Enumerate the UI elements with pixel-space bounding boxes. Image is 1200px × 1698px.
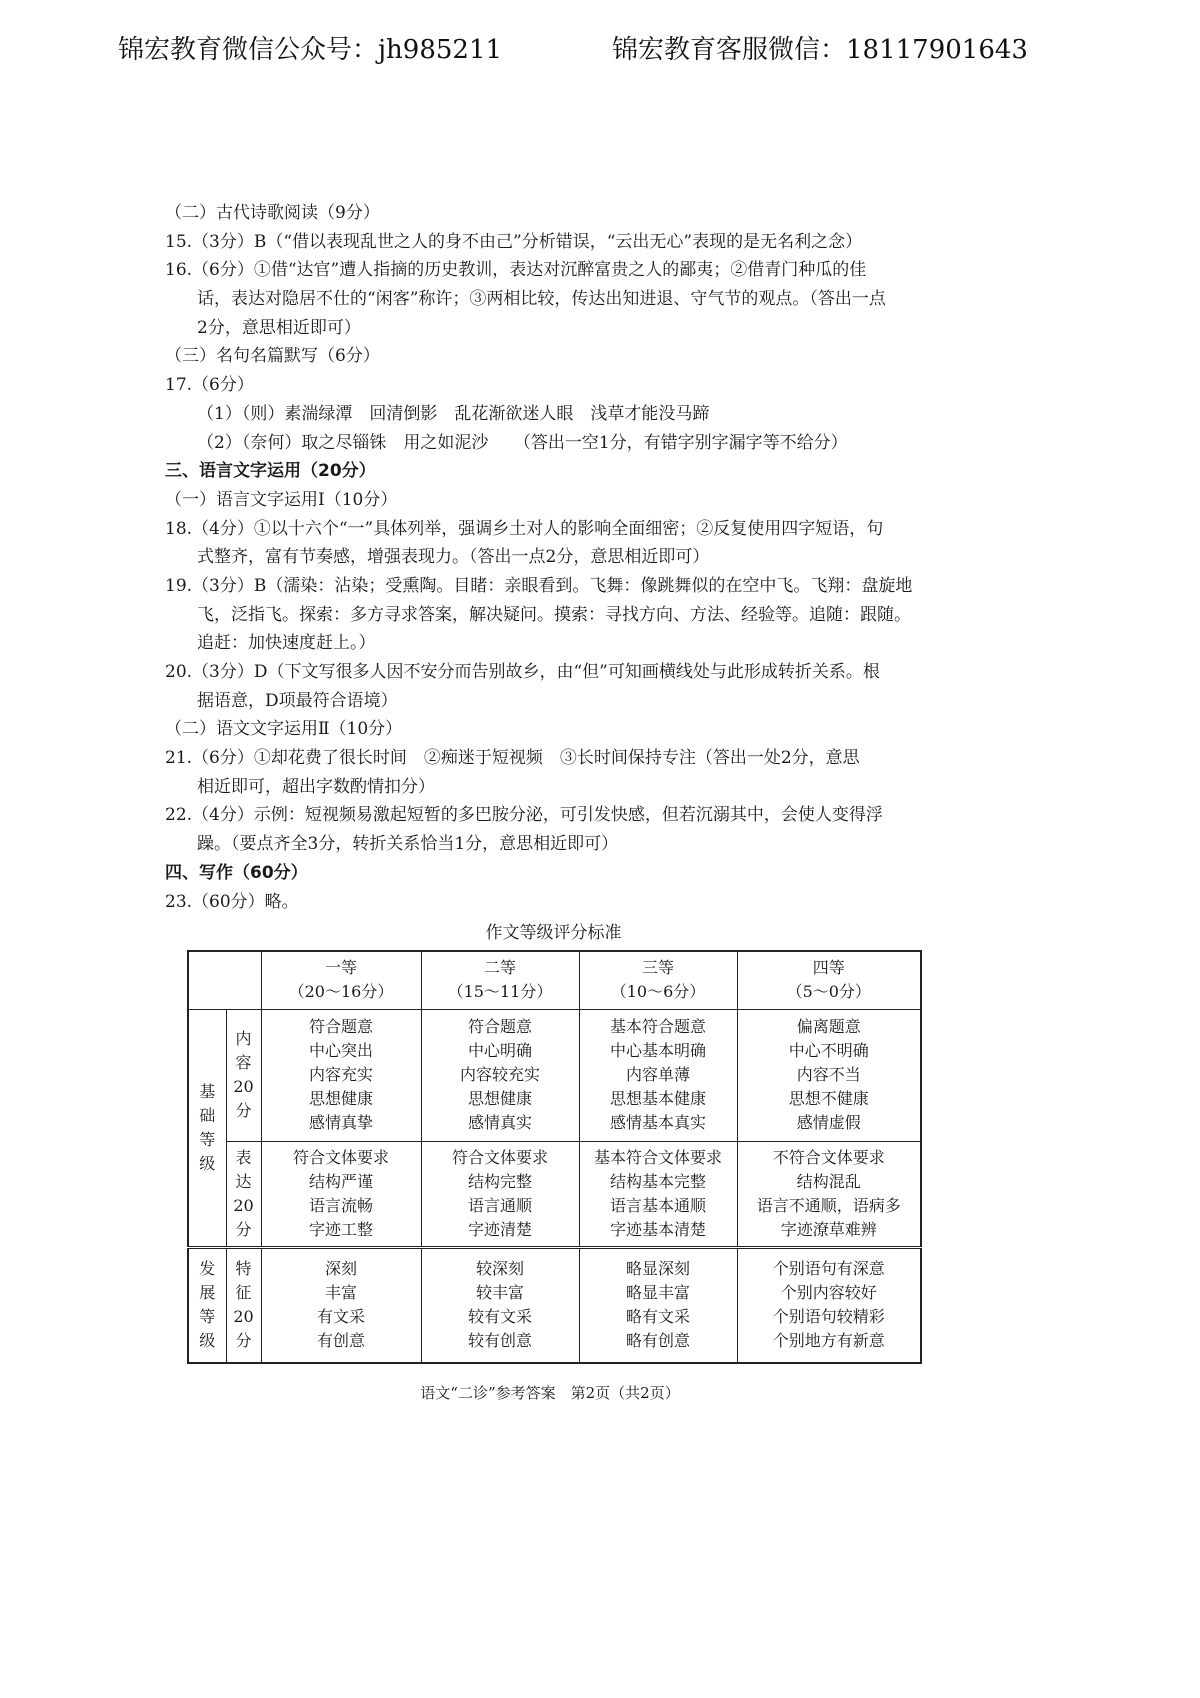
group-label-char: 等 <box>199 1307 216 1327</box>
rubric-header-row <box>188 951 921 1009</box>
grade-score-range: （10～6分） <box>610 982 706 1002</box>
rubric-criteria-cell <box>421 1247 579 1363</box>
rubric-group-label <box>188 1009 226 1247</box>
row-label-char: 分 <box>235 1101 252 1120</box>
rubric-table-body <box>188 951 921 1363</box>
criterion: 略显丰富 <box>625 1283 690 1303</box>
row-label-char: 内 <box>235 1029 252 1048</box>
answer-19-continued: 飞，泛指飞。探索：多方寻求答案，解决疑问。摸索：寻找方向、方法、经验等。追随：跟随。 <box>197 604 911 625</box>
criterion: 内容较充实 <box>459 1065 540 1084</box>
criterion: 略有创意 <box>625 1331 690 1351</box>
criterion: 内容单薄 <box>625 1065 690 1084</box>
rubric-criteria-cell <box>579 1009 737 1141</box>
group-label-char: 基 <box>199 1081 216 1101</box>
criterion: 符合题意 <box>467 1017 532 1036</box>
criterion: 较有创意 <box>467 1331 532 1351</box>
criterion: 结构严谨 <box>308 1171 373 1191</box>
section-title-recitation: （三）名句名篇默写（6分） <box>165 346 380 367</box>
criterion: 感情虚假 <box>796 1113 861 1132</box>
answer-20: 20.（3分）D（下文写很多人因不安分而告别故乡，由“但”可知画横线处与此形成转折关系。根 <box>165 662 880 682</box>
answer-18-continued: 式整齐，富有节奏感，增强表现力。（答出一点2分，意思相近即可） <box>197 547 710 568</box>
group-label-char: 发 <box>199 1259 216 1279</box>
criterion: 符合文体要求 <box>292 1147 389 1167</box>
criterion: 丰富 <box>324 1283 357 1303</box>
subsection-title-language-use-1: （一）语言文字运用Ⅰ（10分） <box>165 489 398 510</box>
criterion: 语言通顺 <box>467 1195 532 1215</box>
rubric-title: 作文等级评分标准 <box>485 923 622 943</box>
criterion: 有创意 <box>316 1331 365 1351</box>
criterion: 字迹潦草难辨 <box>780 1219 877 1239</box>
rubric-grade-header <box>737 951 921 1009</box>
group-label-char: 展 <box>199 1283 216 1303</box>
criterion: 感情真实 <box>467 1113 532 1132</box>
answer-16-continued: 2分，意思相近即可） <box>197 317 361 338</box>
rubric-criteria-cell <box>737 1141 921 1247</box>
grade-name: 一等 <box>324 958 357 978</box>
row-label-char: 20 <box>233 1077 254 1096</box>
answer-18: 18.（4分）①以十六个“一”具体列举，强调乡土对人的影响全面细密；②反复使用四字短语，句 <box>165 518 884 539</box>
rubric-criteria-cell <box>261 1009 421 1141</box>
criterion: 符合题意 <box>308 1017 373 1036</box>
row-label-char: 征 <box>235 1283 252 1303</box>
row-label-char: 特 <box>235 1259 252 1279</box>
row-label-char: 分 <box>235 1219 252 1239</box>
answer-19: 19.（3分）B（濡染：沾染；受熏陶。目睹：亲眼看到。飞舞：像跳舞似的在空中飞。飞翔：盘旋地 <box>165 575 913 596</box>
page-footer: 语文“二诊”参考答案 第2页（共2页） <box>420 1384 680 1402</box>
answer-17-item-1: （1）（则）素湍绿潭 回清倒影 乱花渐欲迷人眼 浅草才能没马蹄 <box>197 403 710 424</box>
grade-score-range: （15～11分） <box>447 982 553 1002</box>
criterion: 较有文采 <box>467 1307 532 1327</box>
rubric-criteria-cell <box>579 1141 737 1247</box>
answer-15: 15.（3分）B（“借以表现乱世之人的身不由己”分析错误，“云出无心”表现的是无名利之念） <box>165 231 863 252</box>
row-label-char: 达 <box>235 1171 252 1191</box>
rubric-criteria-cell <box>421 1141 579 1247</box>
section-title-writing: 四、写作（60分） <box>165 862 308 883</box>
answer-19-continued: 追赶：加快速度赶上。） <box>197 633 376 654</box>
criterion: 有文采 <box>316 1307 365 1327</box>
rubric-row <box>188 1141 921 1247</box>
essay-grading-rubric-table <box>187 950 922 1364</box>
answer-23: 23.（60分）略。 <box>165 891 299 912</box>
rubric-row <box>188 1247 921 1363</box>
criterion: 不符合文体要求 <box>772 1147 885 1167</box>
answer-key-body <box>165 199 1045 916</box>
criterion: 中心基本明确 <box>609 1041 706 1060</box>
rubric-criteria-cell <box>261 1247 421 1363</box>
criterion: 较深刻 <box>475 1259 524 1279</box>
row-label-char: 容 <box>235 1053 252 1072</box>
criterion: 基本符合题意 <box>609 1017 706 1036</box>
rubric-row-label <box>226 1141 261 1247</box>
criterion: 思想健康 <box>467 1089 532 1108</box>
row-label-char: 分 <box>235 1331 252 1351</box>
answer-16-continued: 话，表达对隐居不仕的“闲客”称许；③两相比较，传达出知进退、守气节的观点。（答出一点 <box>197 289 886 310</box>
criterion: 字迹清楚 <box>467 1219 532 1239</box>
criterion: 字迹基本清楚 <box>609 1219 706 1239</box>
section-title-language-use: 三、语言文字运用（20分） <box>165 461 376 482</box>
rubric-row-label <box>226 1009 261 1141</box>
grade-name: 二等 <box>483 958 516 978</box>
criterion: 内容不当 <box>796 1065 861 1084</box>
customer-service-wechat-banner: 锦宏教育客服微信：18117901643 <box>612 35 1028 65</box>
criterion: 思想不健康 <box>788 1089 869 1108</box>
group-label-char: 等 <box>199 1129 216 1149</box>
rubric-criteria-cell <box>421 1009 579 1141</box>
group-label-char: 级 <box>199 1153 216 1173</box>
criterion: 结构完整 <box>467 1171 532 1191</box>
answer-16: 16.（6分）①借“达官”遭人指摘的历史教训，表达对沉醉富贵之人的鄙夷；②借青门种瓜的佳 <box>165 260 867 281</box>
criterion: 语言不通顺，语病多 <box>756 1195 901 1215</box>
rubric-group-label <box>188 1247 226 1363</box>
criterion: 符合文体要求 <box>451 1147 548 1167</box>
criterion: 中心突出 <box>308 1041 373 1060</box>
rubric-table-container <box>187 950 920 1364</box>
rubric-grade-header <box>421 951 579 1009</box>
rubric-criteria-cell <box>737 1247 921 1363</box>
grade-name: 三等 <box>641 958 674 978</box>
criterion: 略有文采 <box>625 1307 690 1327</box>
criterion: 基本符合文体要求 <box>593 1147 722 1167</box>
criterion: 思想基本健康 <box>609 1089 706 1108</box>
group-label-char: 础 <box>199 1105 216 1125</box>
criterion: 结构基本完整 <box>609 1171 706 1191</box>
row-label-char: 表 <box>235 1147 252 1167</box>
criterion: 个别语句有深意 <box>772 1259 885 1279</box>
criterion: 语言基本通顺 <box>609 1195 706 1215</box>
grade-score-range: （5～0分） <box>786 982 871 1002</box>
row-label-char: 20 <box>233 1195 254 1215</box>
rubric-criteria-cell <box>737 1009 921 1141</box>
grade-score-range: （20～16分） <box>288 982 394 1002</box>
criterion: 偏离题意 <box>796 1017 861 1036</box>
criterion: 感情基本真实 <box>609 1113 706 1132</box>
group-label-char: 级 <box>199 1331 216 1351</box>
answer-20-continued: 据语意，D项最符合语境） <box>197 690 398 711</box>
subsection-title-language-use-2: （二）语文文字运用Ⅱ（10分） <box>165 719 403 740</box>
criterion: 感情真挚 <box>308 1113 373 1132</box>
criterion: 结构混乱 <box>796 1171 861 1191</box>
row-label-char: 20 <box>233 1307 254 1327</box>
criterion: 内容充实 <box>308 1065 373 1084</box>
criterion: 个别地方有新意 <box>772 1331 885 1351</box>
answer-21: 21.（6分）①却花费了很长时间 ②痴迷于短视频 ③长时间保持专注（答出一处2分，意思 <box>165 748 860 769</box>
criterion: 较丰富 <box>475 1283 524 1303</box>
rubric-criteria-cell <box>579 1247 737 1363</box>
rubric-criteria-cell <box>261 1141 421 1247</box>
criterion: 语言流畅 <box>308 1195 373 1215</box>
rubric-grade-header <box>579 951 737 1009</box>
answer-22-continued: 躁。（要点齐全3分，转折关系恰当1分，意思相近即可） <box>197 834 619 855</box>
answer-17: 17.（6分） <box>165 375 254 396</box>
answer-21-continued: 相近即可，超出字数酌情扣分） <box>197 776 435 797</box>
rubric-row-label <box>226 1247 261 1363</box>
wechat-official-account-banner: 锦宏教育微信公众号：jh985211 <box>118 35 503 65</box>
criterion: 个别内容较好 <box>780 1283 877 1303</box>
criterion: 个别语句较精彩 <box>772 1307 885 1327</box>
rubric-grade-header <box>261 951 421 1009</box>
answer-17-item-2: （2）（奈何）取之尽锱铢 用之如泥沙 （答出一空1分，有错字别字漏字等不给分） <box>197 432 848 453</box>
rubric-row <box>188 1009 921 1141</box>
criterion: 思想健康 <box>308 1089 373 1108</box>
rubric-corner-cell <box>188 951 261 1009</box>
criterion: 中心明确 <box>467 1041 532 1060</box>
criterion: 深刻 <box>324 1259 357 1279</box>
criterion: 略显深刻 <box>625 1259 690 1279</box>
answer-22: 22.（4分）示例：短视频易激起短暂的多巴胺分泌，可引发快感，但若沉溺其中，会使人变得浮 <box>165 805 883 826</box>
grade-name: 四等 <box>812 958 845 978</box>
section-title-poetry: （二）古代诗歌阅读（9分） <box>165 203 380 223</box>
criterion: 字迹工整 <box>308 1219 373 1239</box>
criterion: 中心不明确 <box>788 1041 869 1060</box>
